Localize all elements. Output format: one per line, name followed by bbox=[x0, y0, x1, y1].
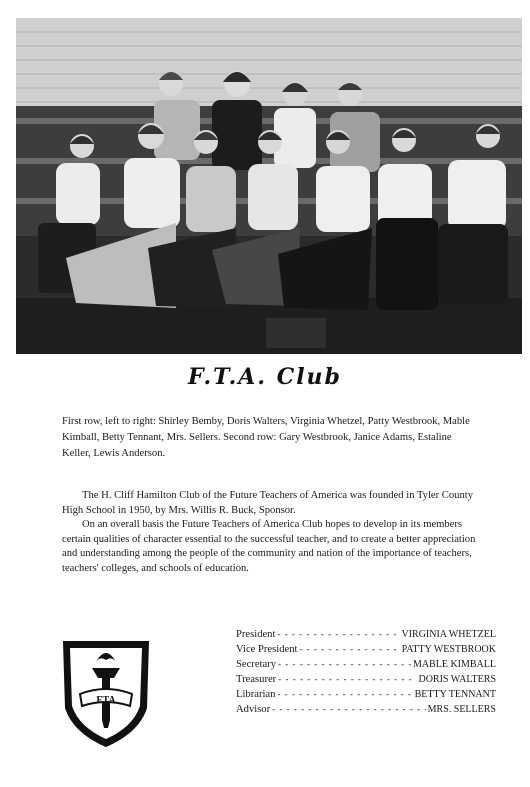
officer-role: Treasurer bbox=[236, 674, 277, 685]
officer-name: VIRGINIA WHETZEL bbox=[401, 629, 496, 640]
officer-row bbox=[236, 702, 496, 717]
officer-row bbox=[236, 672, 496, 687]
officer-name: BETTY TENNANT bbox=[414, 689, 496, 700]
officer-row bbox=[236, 687, 496, 702]
officer-row bbox=[236, 657, 496, 672]
officer-role: Secretary bbox=[236, 659, 276, 670]
fta-emblem bbox=[58, 628, 154, 750]
officer-row bbox=[236, 627, 496, 642]
officer-role: Vice President bbox=[236, 644, 298, 655]
history-paragraph: On an overall basis the Future Teachers of America Club hopes to develop in its members certain qualities of character essential to the successful teacher, and to create a better appreciation and understanding among the people of the community and nation of the importance of teachers, teachers' colleges, and schools of education. bbox=[62, 519, 476, 574]
officer-role: Librarian bbox=[236, 689, 276, 700]
emblem-text: FTA bbox=[96, 695, 116, 706]
photo-caption: First row, left to right: Shirley Bemby, Doris Walters, Virginia Whetzel, Patty Westbrook, Mable Kimball, Betty Tennant, Mrs. Sellers. Second row: Gary Westbrook, Janice Adams, Estaline Keller, Lewis Anderson. bbox=[62, 416, 470, 459]
history-paragraph: The H. Cliff Hamilton Club of the Future Teachers of America was founded in Tyler County High School in 1950, by Mrs. Willis R. Buck, Sponsor. bbox=[62, 490, 473, 516]
leader-dashes bbox=[277, 627, 399, 641]
leader-dashes bbox=[278, 672, 416, 686]
group-photo bbox=[16, 18, 522, 354]
club-title: F.T.A. Club bbox=[188, 364, 342, 390]
leader-dashes bbox=[299, 642, 399, 656]
officer-name: DORIS WALTERS bbox=[418, 674, 496, 685]
officer-name: MRS. SELLERS bbox=[427, 704, 496, 715]
officer-role: President bbox=[236, 629, 276, 640]
officer-name: PATTY WESTBROOK bbox=[401, 644, 496, 655]
officer-name: MABLE KIMBALL bbox=[412, 659, 496, 670]
club-history bbox=[62, 489, 480, 577]
leader-dashes bbox=[278, 657, 411, 671]
officer-role: Advisor bbox=[236, 704, 271, 715]
leader-dashes bbox=[272, 702, 426, 716]
leader-dashes bbox=[277, 687, 412, 701]
officer-row bbox=[236, 642, 496, 657]
officer-list bbox=[236, 627, 496, 717]
